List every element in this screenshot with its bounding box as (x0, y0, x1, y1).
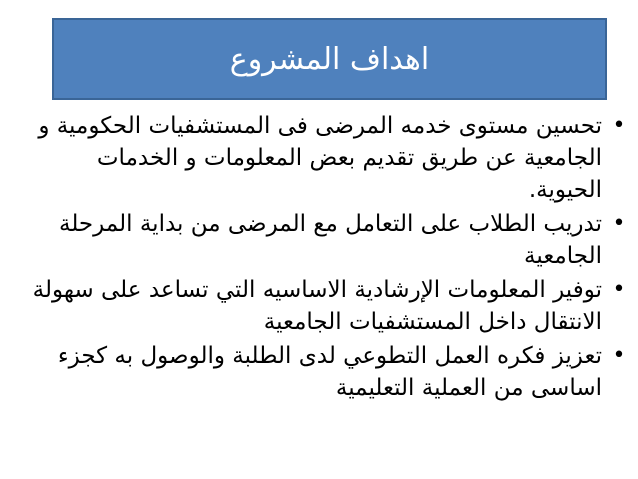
bullet-line: تحسين مستوى خدمه المرضى فى المستشفيات الحكومية و (38, 113, 602, 139)
bullet-dot-icon: • (612, 211, 626, 236)
bullet-item (8, 274, 630, 338)
slide-title: اهداف المشروع (229, 41, 430, 77)
bullet-line: الانتقال داخل المستشفيات الجامعية (263, 309, 602, 335)
bullet-dot-icon: • (612, 277, 626, 302)
bullet-item (8, 340, 630, 404)
bullet-line: اساسى من العملية التعليمية (335, 375, 602, 401)
bullet-line: الجامعية (524, 243, 602, 269)
bullet-line: الجامعية عن طريق تقديم بعض المعلومات و الخدمات (96, 145, 602, 171)
bullet-item (8, 110, 630, 206)
bullet-dot-icon: • (612, 113, 626, 138)
bullet-line: تدريب الطلاب على التعامل مع المرضى من بداية المرحلة (58, 211, 602, 237)
bullet-dot-icon: • (612, 343, 626, 368)
bullet-item (8, 208, 630, 272)
bullet-line: تعزيز فكره العمل التطوعي لدى الطلبة والوصول به كجزء (57, 343, 602, 369)
bullet-line: الحيوية. (528, 177, 602, 203)
bullet-list (8, 110, 630, 406)
slide-title-box (52, 18, 607, 100)
bullet-line: توفير المعلومات الإرشادية الاساسيه التي تساعد على سهولة (32, 277, 602, 303)
